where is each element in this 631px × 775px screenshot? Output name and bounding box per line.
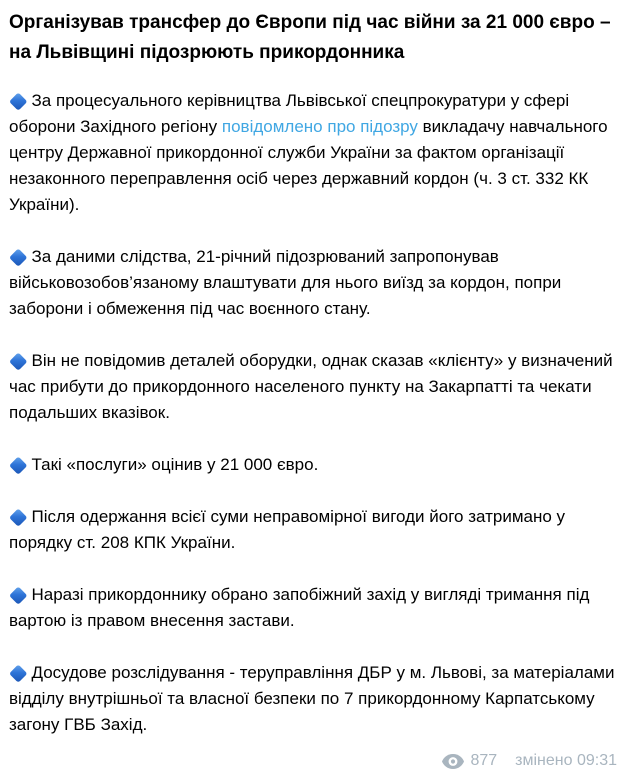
message-paragraph xyxy=(9,244,619,322)
paragraph-text: Наразі прикордоннику обрано запобіжний захід у вигляді тримання під вартою із правом внесення застави. xyxy=(9,585,590,630)
views-eye-icon xyxy=(442,754,464,769)
inline-link[interactable]: повідомлено про підозру xyxy=(221,117,418,136)
blue-diamond-icon xyxy=(9,248,27,266)
message-paragraph xyxy=(9,582,619,634)
message-paragraph xyxy=(9,452,619,478)
post-body xyxy=(9,88,619,738)
paragraph-text: Після одержання всієї суми неправомірної вигоди його затримано у порядку ст. 208 КПК України. xyxy=(9,507,566,552)
blue-diamond-icon xyxy=(9,586,27,604)
paragraph-text: За даними слідства, 21-річний підозрюваний запропонував військовозобов’язаному влаштувати для нього виїзд за кордон, попри заборони і обмеження під час воєнного стану. xyxy=(9,247,562,318)
blue-diamond-icon xyxy=(9,664,27,682)
paragraph-text: Такі «послуги» оцінив у 21 000 євро. xyxy=(31,455,319,474)
paragraph-text: Досудове розслідування - теруправління ДБР у м. Львові, за матеріалами відділу внутрішньої та власної безпеки по 7 прикордонному Карпатському загону ГВБ Захід. xyxy=(9,663,615,734)
message-paragraph xyxy=(9,88,619,218)
views-count: 877 xyxy=(470,752,498,769)
message-paragraph xyxy=(9,348,619,426)
blue-diamond-icon xyxy=(9,456,27,474)
paragraph-text: За процесуального керівництва Львівської спецпрокуратури у сфері оборони Західного регіону xyxy=(9,91,570,136)
blue-diamond-icon xyxy=(9,508,27,526)
paragraph-text: Він не повідомив деталей оборудки, однак сказав «клієнту» у визначений час прибути до прикордонного населеного пункту на Закарпатті та чекати подальших вказівок. xyxy=(9,351,613,422)
paragraph-text: викладачу навчального центру Державної прикордонної служби України за фактом організації незаконного переправлення осіб через державний кордон (ч. 3 ст. 332 КК України). xyxy=(9,117,608,214)
message-paragraph xyxy=(9,660,619,738)
post-title: Організував трансфер до Європи під час війни за 21 000 євро – на Львівщині підозрюють прикордонника xyxy=(9,12,611,63)
message-paragraph xyxy=(9,504,619,556)
blue-diamond-icon xyxy=(9,352,27,370)
edited-timestamp: змінено 09:31 xyxy=(515,752,617,769)
message-footer xyxy=(9,751,619,771)
blue-diamond-icon xyxy=(9,92,27,110)
